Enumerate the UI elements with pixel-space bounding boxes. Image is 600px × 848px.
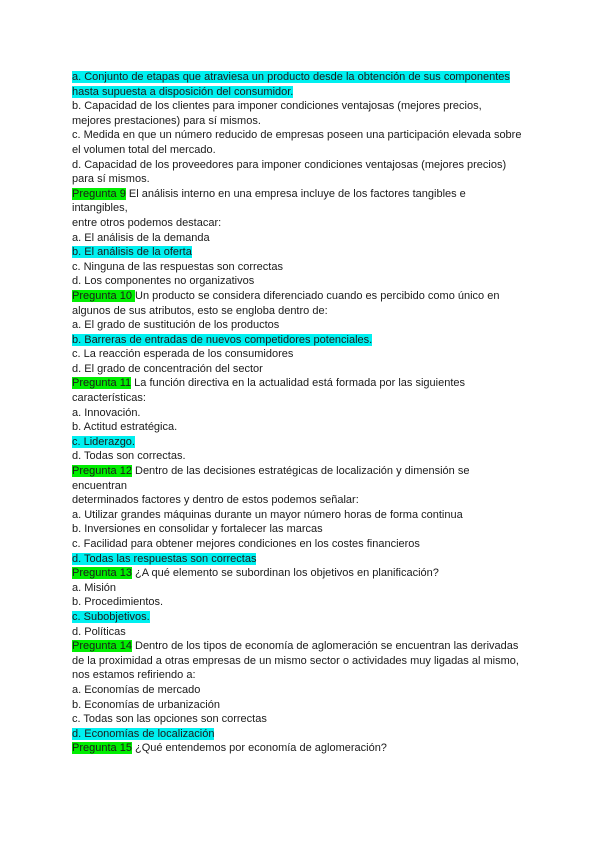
text-line <box>72 158 532 173</box>
text-line <box>72 347 532 362</box>
text-line <box>72 741 532 756</box>
text-line <box>72 493 532 508</box>
question-label: Pregunta 12 <box>72 465 132 478</box>
line-text: a. Utilizar grandes máquinas durante un mayor número horas de forma continua <box>72 508 463 521</box>
line-text: intangibles, <box>72 202 128 215</box>
text-line <box>72 274 532 289</box>
line-text: c. La reacción esperada de los consumidores <box>72 348 294 361</box>
text-line <box>72 727 532 742</box>
highlighted-answer: d. Todas las respuestas son correctas <box>72 552 257 565</box>
text-line <box>72 304 532 319</box>
line-text: determinados factores y dentro de estos podemos señalar: <box>72 494 359 507</box>
highlighted-answer: c. Subobjetivos. <box>72 610 150 623</box>
text-line <box>72 318 532 333</box>
line-text: d. Capacidad de los proveedores para imponer condiciones ventajosas (mejores precios) <box>72 158 507 171</box>
line-text: c. Medida en que un número reducido de empresas poseen una participación elevada sobre <box>72 129 522 142</box>
line-text: b. Actitud estratégica. <box>72 421 178 434</box>
line-text: Dentro de los tipos de economía de aglomeración se encuentran las derivadas <box>131 640 519 653</box>
text-line <box>72 435 532 450</box>
text-line <box>72 128 532 143</box>
text-line <box>72 698 532 713</box>
text-line <box>72 508 532 523</box>
line-text: b. Procedimientos. <box>72 596 164 609</box>
line-text: encuentran <box>72 479 128 492</box>
text-line <box>72 654 532 669</box>
line-text: La función directiva en la actualidad está formada por las siguientes <box>131 377 465 390</box>
line-text: para sí mismos. <box>72 173 150 186</box>
text-line <box>72 522 532 537</box>
line-text: nos estamos refiriendo a: <box>72 669 196 682</box>
text-line <box>72 479 532 494</box>
question-label: Pregunta 13 <box>72 567 132 580</box>
question-label: Pregunta 11 <box>72 377 132 390</box>
text-line <box>72 406 532 421</box>
line-text: c. Todas son las opciones son correctas <box>72 713 267 726</box>
text-line <box>72 260 532 275</box>
text-line <box>72 420 532 435</box>
text-line <box>72 668 532 683</box>
highlighted-answer: d. Economías de localización <box>72 727 215 740</box>
text-line <box>72 566 532 581</box>
line-text: d. Políticas <box>72 625 126 638</box>
text-line <box>72 552 532 567</box>
line-text: d. Todas son correctas. <box>72 450 186 463</box>
text-line <box>72 143 532 158</box>
line-text: ¿Qué entendemos por economía de aglomeración? <box>131 742 387 755</box>
highlighted-answer: b. Barreras de entradas de nuevos competidores potenciales. <box>72 333 373 346</box>
highlighted-answer: hasta supuesta a disposición del consumidor. <box>72 85 294 98</box>
text-line <box>72 712 532 727</box>
text-line <box>72 464 532 479</box>
text-line <box>72 85 532 100</box>
text-line <box>72 581 532 596</box>
text-line <box>72 362 532 377</box>
text-line <box>72 537 532 552</box>
question-label: Pregunta 9 <box>72 187 126 200</box>
text-line <box>72 683 532 698</box>
line-text: a. El análisis de la demanda <box>72 231 210 244</box>
line-text: entre otros podemos destacar: <box>72 216 222 229</box>
text-line <box>72 201 532 216</box>
line-text: mejores prestaciones) para sí mismos. <box>72 114 261 127</box>
text-line <box>72 449 532 464</box>
text-line <box>72 391 532 406</box>
text-line <box>72 625 532 640</box>
line-text: a. Misión <box>72 581 117 594</box>
line-text: c. Ninguna de las respuestas son correctas <box>72 260 283 273</box>
highlighted-answer: c. Liderazgo. <box>72 435 135 448</box>
line-text: El análisis interno en una empresa incluye de los factores tangibles e <box>125 187 466 200</box>
text-line <box>72 216 532 231</box>
text-line <box>72 610 532 625</box>
line-text: d. Los componentes no organizativos <box>72 275 255 288</box>
line-text: a. El grado de sustitución de los productos <box>72 319 280 332</box>
text-line <box>72 639 532 654</box>
line-text: a. Innovación. <box>72 406 141 419</box>
text-line <box>72 231 532 246</box>
line-text: d. El grado de concentración del sector <box>72 362 263 375</box>
question-label: Pregunta 15 <box>72 742 132 755</box>
line-text: b. Inversiones en consolidar y fortalecer las marcas <box>72 523 323 536</box>
text-line <box>72 333 532 348</box>
line-text: c. Facilidad para obtener mejores condiciones en los costes financieros <box>72 538 420 550</box>
text-line <box>72 245 532 260</box>
question-label: Pregunta 10 <box>72 289 135 302</box>
document-body <box>72 70 532 756</box>
line-text: el volumen total del mercado. <box>72 143 216 156</box>
line-text: b. Economías de urbanización <box>72 698 220 711</box>
text-line <box>72 187 532 202</box>
text-line <box>72 172 532 187</box>
line-text: Un producto se considera diferenciado cuando es percibido como único en <box>135 289 500 302</box>
text-line <box>72 70 532 85</box>
text-line <box>72 99 532 114</box>
line-text: de la proximidad a otras empresas de un mismo sector o actividades muy ligadas al mismo, <box>72 654 519 667</box>
text-line <box>72 114 532 129</box>
line-text: características: <box>72 392 146 405</box>
text-line <box>72 289 532 304</box>
highlighted-answer: b. El análisis de la oferta <box>72 246 192 259</box>
highlighted-answer: a. Conjunto de etapas que atraviesa un producto desde la obtención de sus componentes <box>72 71 510 83</box>
text-line <box>72 595 532 610</box>
line-text: ¿A qué elemento se subordinan los objetivos en planificación? <box>131 567 439 580</box>
line-text: Dentro de las decisiones estratégicas de localización y dimensión se <box>131 465 470 478</box>
line-text: algunos de sus atributos, esto se engloba dentro de: <box>72 304 328 317</box>
line-text: a. Economías de mercado <box>72 683 201 696</box>
text-line <box>72 376 532 391</box>
question-label: Pregunta 14 <box>72 640 132 653</box>
line-text: b. Capacidad de los clientes para imponer condiciones ventajosas (mejores precios, <box>72 100 482 113</box>
